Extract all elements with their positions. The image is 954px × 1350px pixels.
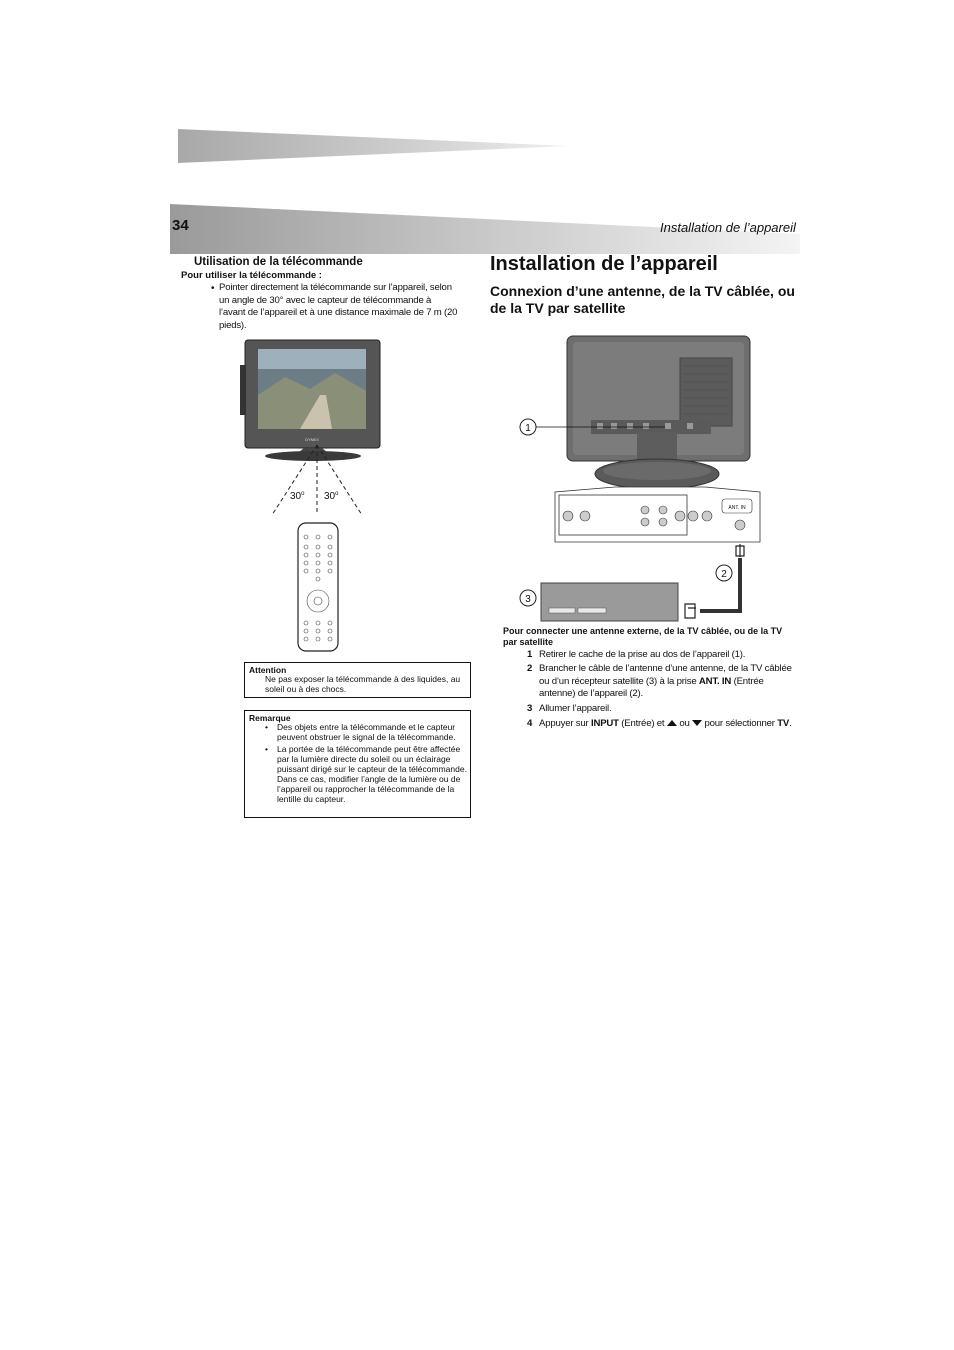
callout-1: 1 <box>525 423 531 434</box>
steps-intro: Pour connecter une antenne externe, de la TV câblée, ou de la TV par satellite <box>503 626 783 647</box>
header-band-top <box>178 129 568 163</box>
running-header: Installation de l’appareil <box>660 220 796 235</box>
angle-left-label: 30$^o$ <box>290 491 305 502</box>
step-text: Retirer le cache de la prise au dos de l’appareil (1). <box>539 649 746 660</box>
remote-heading: Utilisation de la télécommande <box>194 256 363 268</box>
list-item: • La portée de la télécommande peut être affectée par la lumière directe du soleil ou un éclairage puissant dirigé sur le capteur de la télécommande. Dans ce cas, modifier l’angle de la lumière ou de l’appareil ou rapprocher la télécommande de la lentille du capteur. <box>263 744 468 804</box>
up-arrow-icon <box>667 720 677 726</box>
list-item: • Des objets entre la télécommande et le capteur peuvent obstruer le signal de la télécommande. <box>263 722 468 742</box>
angle-right-label: 30$^o$ <box>324 491 339 502</box>
tv-front <box>240 340 380 461</box>
step-text: Allumer l’appareil. <box>539 703 612 714</box>
attention-text: Ne pas exposer la télécommande à des liquides, au soleil ou à des chocs. <box>265 674 461 694</box>
callout-3: 3 <box>525 594 531 605</box>
down-arrow-icon <box>692 720 702 726</box>
ant-in-label: ANT. IN <box>728 505 746 511</box>
step-text: Appuyer sur INPUT (Entrée) et ou pour sélectionner TV. <box>539 718 792 729</box>
remarque-list <box>263 722 468 806</box>
bullet-marker: • <box>211 283 215 294</box>
section-title: Connexion d’une antenne, de la TV câblée, ou de la TV par satellite <box>490 283 795 316</box>
tv-brand: DYNEX <box>305 437 319 442</box>
step-number: 4 <box>527 718 533 729</box>
step-number: 2 <box>527 663 533 674</box>
antenna-connection-figure <box>515 332 770 632</box>
connector-panel <box>555 487 760 542</box>
remote-angle-figure <box>240 335 390 655</box>
page-number: 34 <box>172 217 189 234</box>
attention-title: Attention <box>249 665 287 675</box>
remarque-box <box>244 710 471 818</box>
remote-instruction: Pointer directement la télécommande sur l’appareil, selon un angle de 30° avec le capteur de télécommande à l’avant de l’appareil et à une distance maximale de 7 m (20 pieds). <box>219 282 458 331</box>
attention-box <box>244 662 471 698</box>
remarque-title: Remarque <box>249 713 291 723</box>
step-number: 3 <box>527 703 533 714</box>
step-text: Brancher le câble de l’antenne d’une antenne, de la TV câblée ou d’un récepteur satellite (3) à la prise ANT. IN (Entrée antenne) de l’appareil (2). <box>539 663 792 699</box>
remote-control <box>298 523 338 651</box>
step-number: 1 <box>527 649 533 660</box>
page-title: Installation de l’appareil <box>490 253 718 275</box>
callout-2: 2 <box>721 569 727 580</box>
remote-subheading: Pour utiliser la télécommande : <box>181 270 322 281</box>
tv-back <box>567 336 750 489</box>
